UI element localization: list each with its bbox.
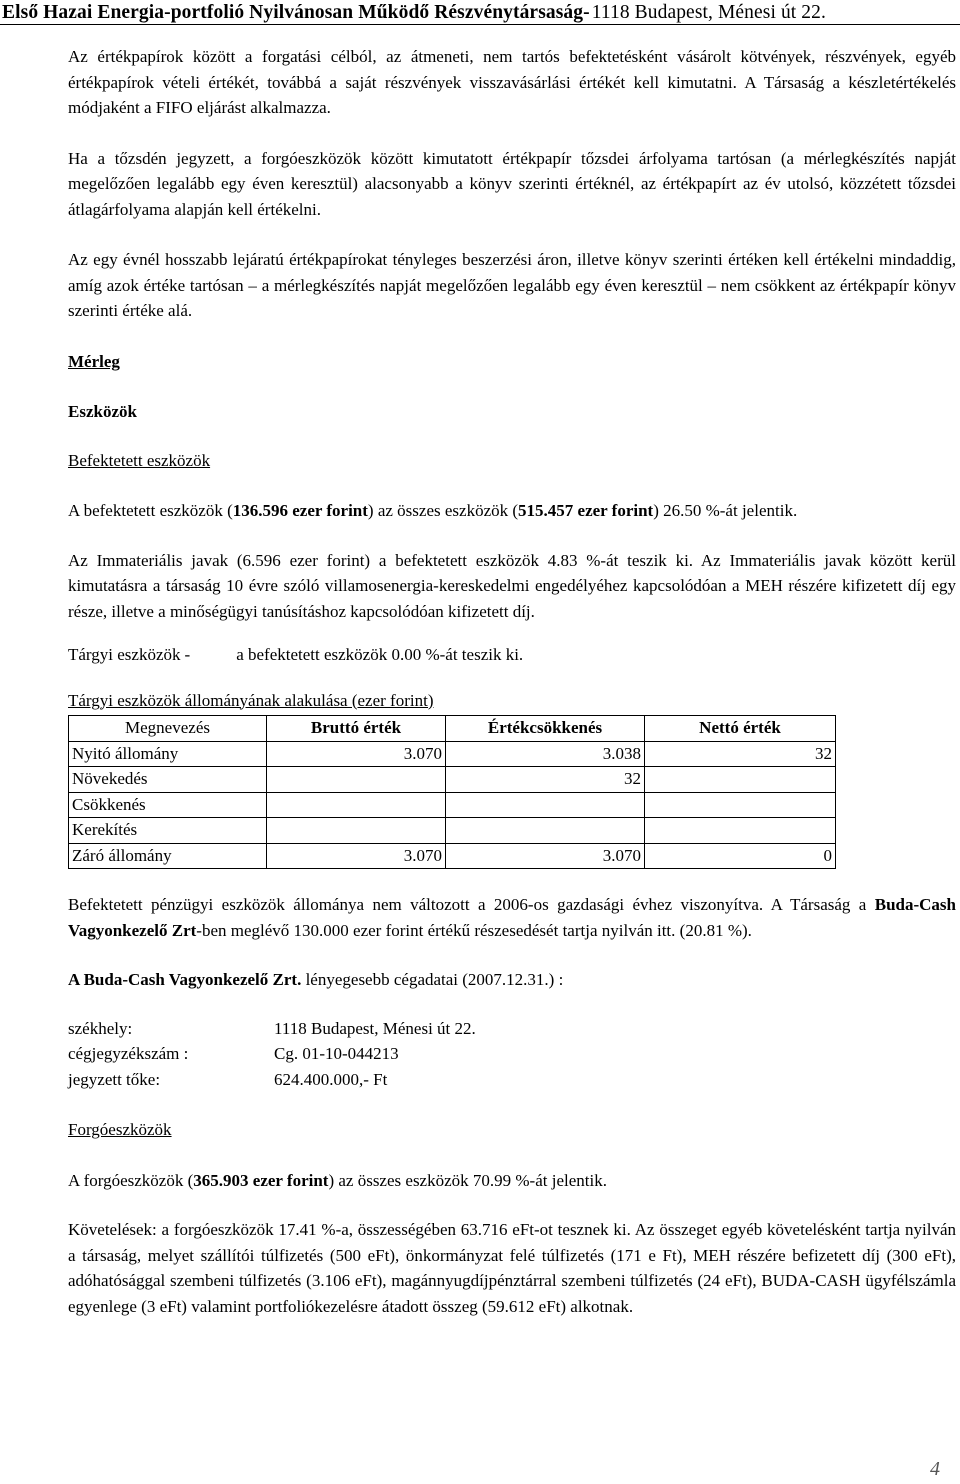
header-rule (0, 24, 960, 25)
immaterialis-paragraph: Az Immateriális javak (6.596 ezer forint) a befektetett eszközök 4.83 %-át teszik ki. Az Immateriális javak között kerül kimutatásra a társaság 10 évre szóló villamosenergia-kereskedelmi engedélyéhez kapcsolódóan a MEH részére kifizetett díj egy része, illetve a minőségügyi tanúsításhoz kapcsolódóan kifizetett díj. (68, 550, 956, 621)
info-value: Cg. 01-10-044213 (274, 1044, 399, 1063)
cegadatok-list (68, 1016, 956, 1093)
intro-paragraph-3: Az egy évnél hosszabb lejáratú értékpapírokat tényleges beszerzési áron, illetve könyv szerinti értéken kell értékelni mindaddig, amíg azok értéke tartósan – a mérlegkészítés napját megelőzően legalább egy éven keresztül – nem csökkent az értékpapír könyv szerinti értéke alá. (68, 250, 956, 320)
heading-forgo: Forgóeszközök (68, 1120, 172, 1139)
table-cell (267, 818, 446, 844)
targyi-label: Tárgyi eszközök (68, 645, 181, 664)
document-body (68, 44, 956, 1319)
list-item (68, 1016, 956, 1042)
kovetelesek-paragraph: Követelések: a forgóeszközök 17.41 %-a, összességében 63.716 eFt-ot tesznek ki. Az összeget egyéb követelésként tartja nyilván a társaság, melyet szállítói túlfizetés (500 eFt), önkormányzat felé túlfizetés (171 e Ft), MEH részére befizetett díj (300 eFt), adóhatósággal szembeni túlfizetés (3.106 eFt), magánnyugdíjpénztárral szembeni túlfizetés (24 eFt), BUDA-CASH ügyfélszámla egyenlege (3 eFt) valamint portfoliókezelésre átadott összeg (59.612 eFt) alkotnak. (68, 1220, 956, 1316)
table-cell (645, 767, 836, 793)
table-cell: 32 (446, 767, 645, 793)
table-cell (446, 792, 645, 818)
heading-merleg: Mérleg (68, 351, 120, 371)
table-cell: Kerekítés (69, 818, 267, 844)
header-company: Első Hazai Energia-portfolió Nyilvánosan Működő Részvénytársaság- (2, 2, 590, 23)
page-number: 4 (930, 1457, 940, 1480)
page-header (0, 0, 960, 24)
header-address: 1118 Budapest, Ménesi út 22. (591, 2, 826, 23)
table-row (69, 767, 836, 793)
table-cell: 3.038 (446, 741, 645, 767)
table-cell: Záró állomány (69, 843, 267, 869)
targyi-line: Tárgyi eszközök - a befektetett eszközök 0.00 %-át teszik ki. (68, 645, 524, 664)
targyi-text: a befektetett eszközök 0.00 %-át teszik ki. (236, 645, 524, 664)
info-value: 1118 Budapest, Ménesi út 22. (274, 1018, 476, 1038)
heading-eszkozok: Eszközök (68, 402, 137, 421)
table-cell: 3.070 (446, 843, 645, 869)
table-header-cell: Nettó érték (645, 716, 836, 742)
table-header-cell: Megnevezés (69, 716, 267, 742)
table-row (69, 741, 836, 767)
table-row (69, 792, 836, 818)
table-cell: Növekedés (69, 767, 267, 793)
table-cell (645, 792, 836, 818)
list-item (68, 1041, 956, 1067)
table-cell: Csökkenés (69, 792, 267, 818)
table-cell: 32 (645, 741, 836, 767)
info-label: jegyzett tőke: (68, 1069, 161, 1089)
table-header-cell: Bruttó érték (267, 716, 446, 742)
table-row (69, 843, 836, 869)
table-header-row (69, 716, 836, 742)
table-cell (267, 767, 446, 793)
intro-paragraph-2: Ha a tőzsdén jegyzett, a forgóeszközök között kimutatott értékpapír tőzsdei árfolyama tartósan (a mérlegkészítés napját megelőzően legalább egy éven keresztül) alacsonyabb a könyv szerinti értéknél, az értékpapírt az év utolsó, közzétett tőzsdei átlagárfolyama alapján kell értékelni. (68, 148, 956, 219)
cegadatok-title: A Buda-Cash Vagyonkezelő Zrt. lényegesebb cégadatai (2007.12.31.) : (68, 970, 564, 989)
forgo-summary: A forgóeszközök (365.903 ezer forint) az összes eszközök 70.99 %-át jelentik. (68, 1170, 607, 1190)
info-label: cégjegyzékszám : (68, 1044, 189, 1063)
info-label: székhely: (68, 1018, 133, 1038)
list-item (68, 1067, 956, 1093)
table-cell: 0 (645, 843, 836, 869)
info-value: 624.400.000,- Ft (274, 1069, 388, 1089)
table-row (69, 818, 836, 844)
targyi-eszkozok-table (68, 715, 836, 869)
table-cell: Nyitó állomány (69, 741, 267, 767)
table-cell: 3.070 (267, 843, 446, 869)
penzugyi-paragraph: Befektetett pénzügyi eszközök állománya nem változott a 2006-os gazdasági évhez viszonyítva. A Társaság a Buda-Cash Vagyonkezelő Zrt-ben meglévő 130.000 ezer forint értékű részesedését tartja nyilván itt. (20.81 %). (68, 895, 956, 940)
table-header-cell: Értékcsökkenés (446, 716, 645, 742)
table-cell: 3.070 (267, 741, 446, 767)
table-caption: Tárgyi eszközök állományának alakulása (ezer forint) (68, 690, 434, 710)
befektetett-summary: A befektetett eszközök (136.596 ezer forint) az összes eszközök (515.457 ezer forint) 26.50 %-át jelentik. (68, 501, 798, 520)
table-cell (645, 818, 836, 844)
intro-paragraph-1: Az értékpapírok között a forgatási célból, az átmeneti, nem tartós befektetésként vásárolt kötvények, részvények, egyéb értékpapírok vételi értékét, továbbá a saját részvények visszavásárlási értékét kell kimutatni. A Társaság a készletértékelés módjaként a FIFO eljárást alkalmazza. (68, 47, 956, 117)
heading-befektetett: Befektetett eszközök (68, 450, 211, 470)
table-cell (267, 792, 446, 818)
table-cell (446, 818, 645, 844)
